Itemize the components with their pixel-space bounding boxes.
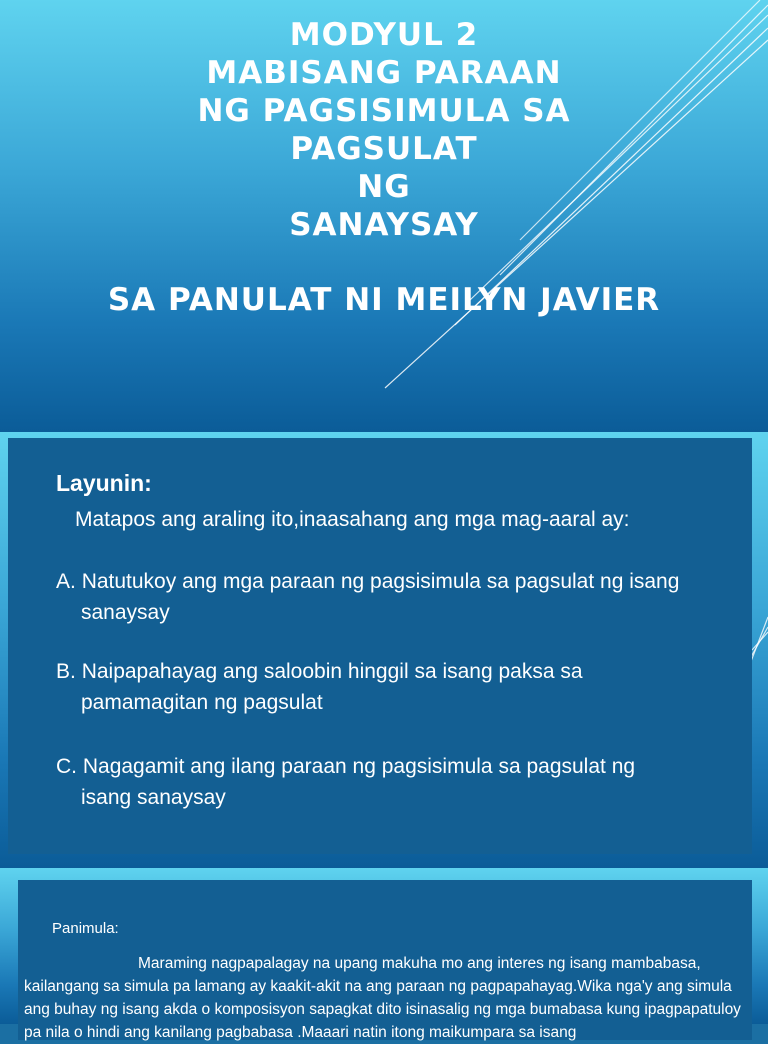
objective-text-continued: sanaysay (81, 601, 170, 624)
title-line: NG (357, 169, 411, 205)
objectives-heading: Layunin: (56, 470, 152, 496)
objective-letter: B. (56, 660, 76, 683)
objectives-panel (8, 438, 752, 854)
objective-item (56, 751, 736, 813)
author-line: SA PANULAT NI MEILYN JAVIER (107, 282, 661, 318)
title-line: MABISANG PARAAN (206, 55, 562, 91)
objective-text: Naipapahayag ang saloobin hinggil sa isang paksa sa (81, 660, 583, 683)
title-line: MODYUL 2 (289, 17, 479, 53)
objectives-slide (0, 432, 768, 868)
objective-text-continued: isang sanaysay (81, 786, 226, 809)
objective-item (56, 566, 736, 628)
objective-text: Nagagamit ang ilang paraan ng pagsisimula sa pagsulat ng (82, 755, 636, 778)
introduction-body: Maraming nagpapalagay na upang makuha mo ang interes ng isang mambabasa, kailangang sa simula pa lamang ay kaakit-akit na ang paraan ng pagpapahayag.Wika nga'y ang simula ang buhay ng isang akda o komposisyon sapagkat dito isinasalig ng mga bumabasa kung ipagpapatuloy pa nila o hindi ang kanilang pagbabasa .Maaari natin itong maikumpara sa isang (24, 955, 741, 1041)
objective-letter: A. (56, 570, 76, 593)
objective-text-continued: pamamagitan ng pagsulat (81, 691, 323, 714)
title-line: SANAYSAY (289, 207, 479, 243)
introduction-heading: Panimula: (52, 920, 119, 937)
objective-item (56, 656, 736, 718)
title-line: PAGSULAT (290, 131, 478, 167)
objective-letter: C. (56, 755, 77, 778)
introduction-slide (0, 868, 768, 1041)
title-slide (0, 0, 768, 432)
introduction-panel (18, 880, 752, 1040)
title-line: NG PAGSISIMULA SA (197, 93, 571, 129)
objectives-intro: Matapos ang araling ito,inaasahang ang mga mag-aaral ay: (75, 508, 630, 531)
objective-text: Natutukoy ang mga paraan ng pagsisimula sa pagsulat ng isang (81, 570, 680, 593)
slide-title (0, 16, 768, 244)
